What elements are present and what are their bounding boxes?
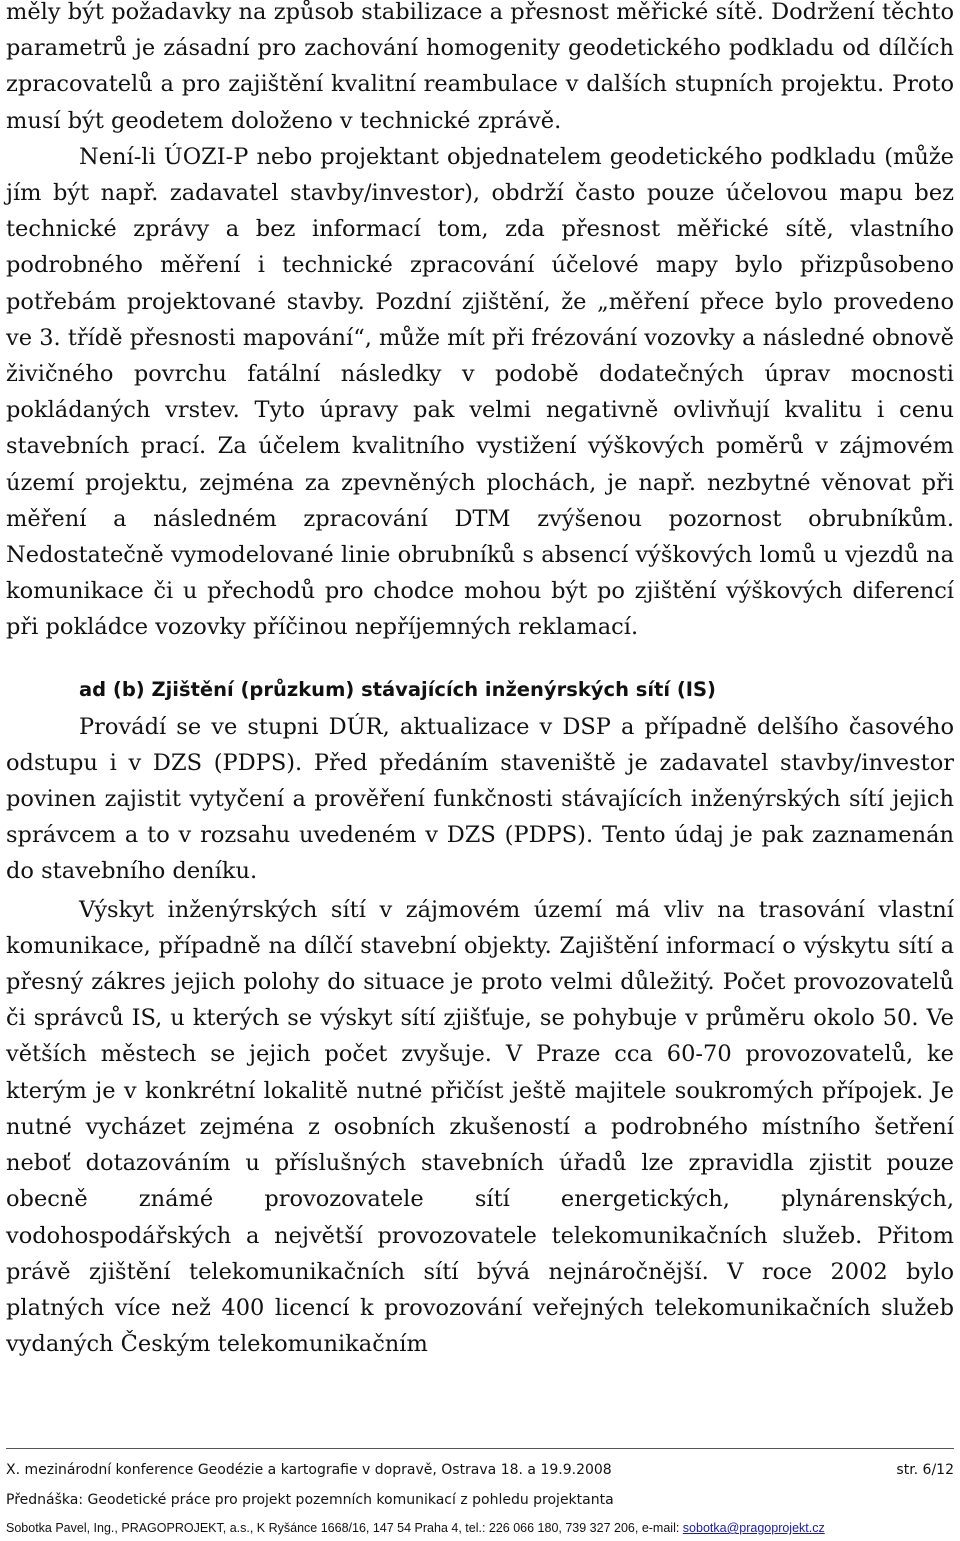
footer-divider xyxy=(6,1448,954,1449)
conference-title: X. mezinárodní konference Geodézie a kartografie v dopravě, Ostrava 18. a 19.9.2008 xyxy=(6,1462,612,1478)
page-footer xyxy=(6,1448,954,1541)
footer-conference-row xyxy=(6,1455,954,1485)
author-details: Sobotka Pavel, Ing., PRAGOPROJEKT, a.s., K Ryšánce 1668/16, 147 54 Praha 4, tel.: 226 066 180, 739 327 206, e-mail: xyxy=(6,1521,683,1535)
paragraph-dur: Provádí se ve stupni DÚR, aktualizace v DSP a případně delšího časového odstupu i v DZS (PDPS). Před předáním staveniště je zadavatel stavby/investor povinen zajistit vytyčení a prověření funkčnosti stávajících inženýrských sítí jejich správcem a to v rozsahu uvedeném v DZS (PDPS). Tento údaj je pak zaznamenán do stavebního deníku. xyxy=(6,713,954,885)
lecture-title: Přednáška: Geodetické práce pro projekt pozemních komunikací z pohledu projektanta xyxy=(6,1492,614,1508)
section-heading: ad (b) Zjištění (průzkum) stávajících inženýrských sítí (IS) xyxy=(79,677,716,701)
paragraph-networks: Výskyt inženýrských sítí v zájmovém území má vliv na trasování vlastní komunikace, případně na dílčí stavební objekty. Zajištění informací o výskytu sítí a přesný zákres jejich polohy do situace je proto velmi důležitý. Počet provozovatelů či správců IS, u kterých se výskyt sítí zjišťuje, se pohybuje v průměru okolo 50. Ve větších městech se jejich počet zvyšuje. V Praze cca 60-70 provozovatelů, ke kterým je v konkrétní lokalitě nutné přičíst ještě majitele soukromých přípojek. Je nutné vycházet zejména z osobních zkušeností a podrobného místního šetření neboť dotazováním u příslušných stavebních úřadů lze zpravidla zjistit pouze obecně známé provozovatele sítí energetických, plynárenských, vodohospodářských a největší provozovatele telekomunikačních služeb. Přitom právě zjištění telekomunikačních sítí bývá nejnáročnější. V roce 2002 bylo platných více než 400 licencí k provozování veřejných telekomunikačních služeb vydaných Českým telekomunikačním xyxy=(6,896,954,1358)
page-number: str. 6/12 xyxy=(896,1462,954,1478)
document-page xyxy=(6,0,954,1362)
email-link[interactable]: sobotka@pragoprojekt.cz xyxy=(682,1521,825,1535)
paragraph-continuation: měly být požadavky na způsob stabilizace a přesnost měřické sítě. Dodržení těchto parametrů je zásadní pro zachování homogenity geodetického podkladu od dílčích zpracovatelů a pro zajištění kvalitní reambulace v dalších stupních projektu. Proto musí být geodetem doloženo v technické zprávě. xyxy=(6,0,954,134)
paragraph-uozi: Není-li ÚOZI-P nebo projektant objednatelem geodetického podkladu (může jím být např. zadavatel stavby/investor), obdrží často pouze účelovou mapu bez technické zprávy a bez informací tom, zda přesnost měřické sítě, vlastního podrobného měření i technické zpracování účelové mapy bylo přizpůsobeno potřebám projektované stavby. Pozdní zjištění, že „měření přece bylo provedeno ve 3. třídě přesnosti mapování“, může mít při frézování vozovky a následné obnově živičného povrchu fatální následky v podobě dodatečných úprav mocnosti pokládaných vrstev. Tyto úpravy pak velmi negativně ovlivňují kvalitu i cenu stavebních prací. Za účelem kvalitního vystižení výškových poměrů v zájmovém území projektu, zejména za zpevněných plochách, je např. nezbytné věnovat při měření a následném zpracování DTM zvýšenou pozornost obrubníkům. Nedostatečně vymodelované linie obrubníků s absencí výškových lomů u vjezdů na komunikace či u přechodů pro chodce mohou být po zjištění výškových diferencí při pokládce vozovky příčinou nepříjemných reklamací. xyxy=(6,143,954,641)
author-info xyxy=(6,1515,954,1541)
